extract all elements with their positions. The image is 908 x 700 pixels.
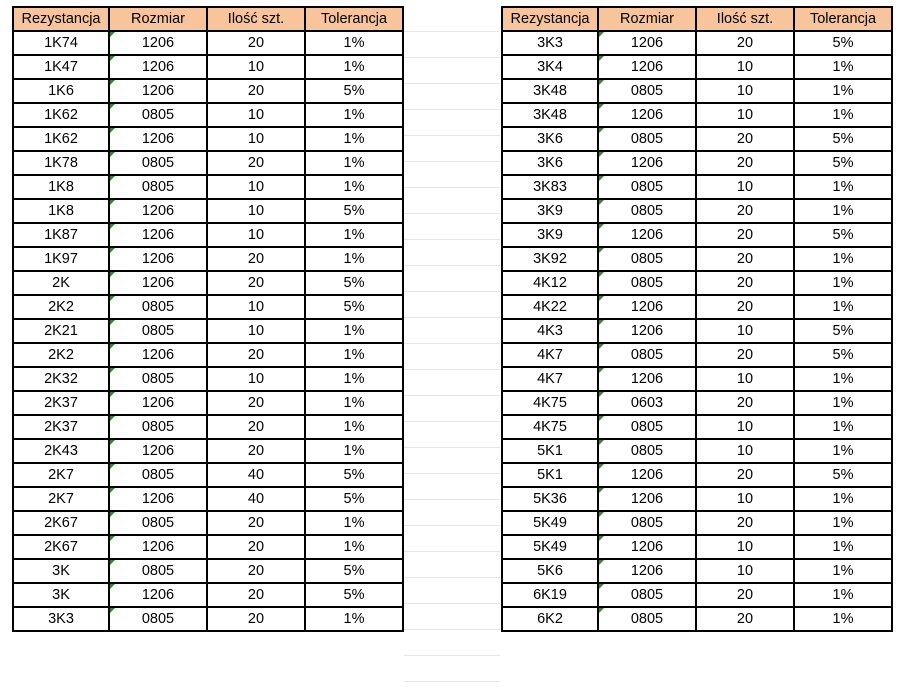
cell-resistance[interactable]: 1K97 — [13, 247, 109, 271]
header-tolerance[interactable]: Tolerancja — [305, 7, 403, 31]
cell-resistance[interactable]: 3K3 — [502, 31, 598, 55]
cell-quantity[interactable]: 20 — [696, 247, 794, 271]
table-row — [502, 535, 892, 559]
cell-tolerance[interactable]: 5% — [794, 223, 892, 247]
cell-size[interactable]: 1206 — [598, 463, 696, 487]
cell-quantity[interactable]: 40 — [207, 487, 305, 511]
cell-quantity[interactable]: 20 — [207, 151, 305, 175]
cell-resistance[interactable]: 3K9 — [502, 223, 598, 247]
cell-resistance[interactable]: 1K78 — [13, 151, 109, 175]
table-row — [13, 583, 403, 607]
cell-tolerance[interactable]: 1% — [305, 31, 403, 55]
cell-resistance[interactable]: 1K62 — [13, 103, 109, 127]
cell-resistance[interactable]: 1K8 — [13, 199, 109, 223]
table-body — [13, 31, 403, 631]
cell-resistance[interactable]: 6K19 — [502, 583, 598, 607]
cell-tolerance[interactable]: 1% — [794, 511, 892, 535]
cell-quantity[interactable]: 10 — [696, 535, 794, 559]
cell-quantity[interactable]: 20 — [696, 463, 794, 487]
cell-tolerance[interactable]: 1% — [305, 319, 403, 343]
cell-quantity[interactable]: 10 — [696, 55, 794, 79]
cell-size[interactable]: 1206 — [598, 31, 696, 55]
cell-size[interactable]: 0805 — [598, 247, 696, 271]
table-row — [13, 151, 403, 175]
cell-tolerance[interactable]: 1% — [305, 415, 403, 439]
cell-tolerance[interactable]: 5% — [794, 151, 892, 175]
table-row — [13, 295, 403, 319]
cell-tolerance[interactable]: 1% — [305, 103, 403, 127]
table-row — [502, 103, 892, 127]
cell-quantity[interactable]: 20 — [696, 583, 794, 607]
cell-size[interactable]: 1206 — [109, 271, 207, 295]
cell-resistance[interactable]: 6K2 — [502, 607, 598, 631]
cell-tolerance[interactable]: 1% — [794, 367, 892, 391]
cell-tolerance[interactable]: 1% — [305, 151, 403, 175]
cell-quantity[interactable]: 20 — [696, 223, 794, 247]
table-row — [502, 295, 892, 319]
cell-resistance[interactable]: 1K62 — [13, 127, 109, 151]
cell-resistance[interactable]: 2K67 — [13, 511, 109, 535]
cell-quantity[interactable]: 10 — [207, 199, 305, 223]
cell-resistance[interactable]: 2K37 — [13, 415, 109, 439]
cell-tolerance[interactable]: 1% — [794, 271, 892, 295]
cell-resistance[interactable]: 4K7 — [502, 367, 598, 391]
cell-resistance[interactable]: 5K49 — [502, 535, 598, 559]
cell-quantity[interactable]: 20 — [696, 391, 794, 415]
cell-size[interactable]: 1206 — [109, 439, 207, 463]
header-row — [13, 7, 403, 31]
cell-quantity[interactable]: 20 — [696, 343, 794, 367]
cell-quantity[interactable]: 20 — [207, 247, 305, 271]
cell-quantity[interactable]: 20 — [207, 79, 305, 103]
cell-size[interactable]: 0805 — [109, 103, 207, 127]
cell-size[interactable]: 1206 — [598, 223, 696, 247]
cell-quantity[interactable]: 20 — [207, 415, 305, 439]
table-row — [13, 535, 403, 559]
cell-size[interactable]: 1206 — [598, 295, 696, 319]
cell-resistance[interactable]: 5K1 — [502, 439, 598, 463]
cell-quantity[interactable]: 20 — [696, 271, 794, 295]
table-body — [502, 31, 892, 631]
cell-quantity[interactable]: 20 — [696, 31, 794, 55]
cell-tolerance[interactable]: 1% — [794, 487, 892, 511]
cell-tolerance[interactable]: 1% — [305, 343, 403, 367]
cell-size[interactable]: 1206 — [598, 367, 696, 391]
header-quantity[interactable]: Ilość szt. — [207, 7, 305, 31]
header-resistance[interactable]: Rezystancja — [502, 7, 598, 31]
cell-quantity[interactable]: 20 — [207, 535, 305, 559]
cell-size[interactable]: 0805 — [598, 343, 696, 367]
cell-size[interactable]: 1206 — [109, 343, 207, 367]
table-row — [502, 79, 892, 103]
cell-tolerance[interactable]: 1% — [794, 439, 892, 463]
cell-resistance[interactable]: 3K48 — [502, 79, 598, 103]
cell-quantity[interactable]: 10 — [696, 415, 794, 439]
cell-size[interactable]: 0805 — [598, 79, 696, 103]
cell-tolerance[interactable]: 5% — [794, 319, 892, 343]
cell-size[interactable]: 0805 — [109, 319, 207, 343]
cell-size[interactable]: 1206 — [109, 127, 207, 151]
header-size[interactable]: Rozmiar — [109, 7, 207, 31]
table-row — [13, 559, 403, 583]
cell-size[interactable]: 1206 — [109, 199, 207, 223]
cell-tolerance[interactable]: 1% — [794, 535, 892, 559]
cell-resistance[interactable]: 4K75 — [502, 391, 598, 415]
cell-size[interactable]: 0805 — [598, 439, 696, 463]
cell-resistance[interactable]: 3K6 — [502, 127, 598, 151]
empty-gridlines — [404, 6, 500, 686]
cell-tolerance[interactable]: 5% — [305, 199, 403, 223]
cell-quantity[interactable]: 10 — [696, 487, 794, 511]
table-row — [13, 223, 403, 247]
cell-tolerance[interactable]: 1% — [305, 367, 403, 391]
resistor-table-left — [12, 6, 404, 632]
cell-resistance[interactable]: 2K21 — [13, 319, 109, 343]
table-row — [13, 367, 403, 391]
cell-size[interactable]: 0805 — [598, 175, 696, 199]
cell-size[interactable]: 1206 — [109, 487, 207, 511]
cell-tolerance[interactable]: 1% — [794, 295, 892, 319]
table-row — [502, 463, 892, 487]
cell-tolerance[interactable]: 1% — [305, 439, 403, 463]
cell-tolerance[interactable]: 1% — [794, 583, 892, 607]
cell-size[interactable]: 0805 — [109, 511, 207, 535]
cell-size[interactable]: 0805 — [598, 127, 696, 151]
cell-quantity[interactable]: 10 — [696, 559, 794, 583]
cell-quantity[interactable]: 10 — [696, 175, 794, 199]
table-row — [13, 607, 403, 631]
cell-size[interactable]: 0805 — [598, 607, 696, 631]
cell-tolerance[interactable]: 1% — [794, 79, 892, 103]
cell-tolerance[interactable]: 5% — [305, 79, 403, 103]
cell-resistance[interactable]: 2K2 — [13, 343, 109, 367]
cell-size[interactable]: 0805 — [109, 463, 207, 487]
cell-quantity[interactable]: 10 — [207, 127, 305, 151]
cell-resistance[interactable]: 1K8 — [13, 175, 109, 199]
cell-tolerance[interactable]: 1% — [305, 55, 403, 79]
cell-resistance[interactable]: 4K3 — [502, 319, 598, 343]
cell-quantity[interactable]: 20 — [207, 607, 305, 631]
cell-resistance[interactable]: 2K — [13, 271, 109, 295]
cell-resistance[interactable]: 2K37 — [13, 391, 109, 415]
cell-size[interactable]: 1206 — [109, 535, 207, 559]
cell-resistance[interactable]: 2K7 — [13, 487, 109, 511]
cell-tolerance[interactable]: 1% — [305, 607, 403, 631]
cell-size[interactable]: 0805 — [109, 415, 207, 439]
cell-size[interactable]: 0805 — [598, 511, 696, 535]
cell-resistance[interactable]: 3K92 — [502, 247, 598, 271]
cell-quantity[interactable]: 20 — [207, 31, 305, 55]
cell-tolerance[interactable]: 1% — [794, 103, 892, 127]
cell-tolerance[interactable]: 1% — [794, 415, 892, 439]
cell-tolerance[interactable]: 1% — [305, 391, 403, 415]
cell-tolerance[interactable]: 5% — [305, 271, 403, 295]
table-row — [502, 175, 892, 199]
cell-quantity[interactable]: 20 — [696, 511, 794, 535]
cell-quantity[interactable]: 10 — [207, 175, 305, 199]
cell-resistance[interactable]: 5K6 — [502, 559, 598, 583]
cell-resistance[interactable]: 3K — [13, 559, 109, 583]
cell-resistance[interactable]: 4K7 — [502, 343, 598, 367]
cell-resistance[interactable]: 2K67 — [13, 535, 109, 559]
cell-quantity[interactable]: 20 — [696, 295, 794, 319]
header-size[interactable]: Rozmiar — [598, 7, 696, 31]
cell-resistance[interactable]: 3K9 — [502, 199, 598, 223]
cell-tolerance[interactable]: 5% — [305, 463, 403, 487]
table-row — [502, 607, 892, 631]
cell-size[interactable]: 1206 — [109, 223, 207, 247]
table-row — [13, 175, 403, 199]
cell-size[interactable]: 0805 — [109, 367, 207, 391]
cell-tolerance[interactable]: 1% — [305, 247, 403, 271]
table-row — [502, 319, 892, 343]
cell-resistance[interactable]: 3K — [13, 583, 109, 607]
cell-resistance[interactable]: 4K75 — [502, 415, 598, 439]
table-row — [13, 415, 403, 439]
cell-quantity[interactable]: 20 — [207, 511, 305, 535]
cell-size[interactable]: 1206 — [109, 55, 207, 79]
cell-quantity[interactable]: 20 — [207, 439, 305, 463]
cell-quantity[interactable]: 10 — [207, 55, 305, 79]
cell-resistance[interactable]: 2K32 — [13, 367, 109, 391]
cell-resistance[interactable]: 1K47 — [13, 55, 109, 79]
cell-size[interactable]: 1206 — [598, 535, 696, 559]
cell-tolerance[interactable]: 5% — [305, 559, 403, 583]
table-row — [502, 487, 892, 511]
cell-tolerance[interactable]: 1% — [794, 391, 892, 415]
table-row — [13, 271, 403, 295]
cell-resistance[interactable]: 5K1 — [502, 463, 598, 487]
cell-tolerance[interactable]: 5% — [794, 127, 892, 151]
cell-tolerance[interactable]: 1% — [794, 559, 892, 583]
cell-resistance[interactable]: 5K49 — [502, 511, 598, 535]
cell-size[interactable]: 0805 — [598, 271, 696, 295]
table-row — [13, 79, 403, 103]
cell-size[interactable]: 1206 — [598, 559, 696, 583]
cell-resistance[interactable]: 3K48 — [502, 103, 598, 127]
table-row — [13, 343, 403, 367]
cell-quantity[interactable]: 40 — [207, 463, 305, 487]
table-row — [502, 439, 892, 463]
cell-tolerance[interactable]: 1% — [305, 223, 403, 247]
header-quantity[interactable]: Ilość szt. — [696, 7, 794, 31]
cell-quantity[interactable]: 20 — [207, 583, 305, 607]
table-row — [13, 31, 403, 55]
table-row — [502, 583, 892, 607]
cell-resistance[interactable]: 5K36 — [502, 487, 598, 511]
cell-tolerance[interactable]: 1% — [794, 175, 892, 199]
header-resistance[interactable]: Rezystancja — [13, 7, 109, 31]
table-row — [502, 199, 892, 223]
cell-tolerance[interactable]: 1% — [305, 127, 403, 151]
cell-tolerance[interactable]: 5% — [305, 583, 403, 607]
cell-size[interactable]: 0805 — [109, 151, 207, 175]
cell-quantity[interactable]: 10 — [207, 103, 305, 127]
resistor-table-right — [501, 6, 893, 632]
table-row — [13, 439, 403, 463]
cell-size[interactable]: 0805 — [109, 295, 207, 319]
cell-resistance[interactable]: 4K12 — [502, 271, 598, 295]
table-row — [502, 415, 892, 439]
cell-size[interactable]: 1206 — [109, 247, 207, 271]
table-row — [13, 103, 403, 127]
cell-resistance[interactable]: 2K7 — [13, 463, 109, 487]
cell-size[interactable]: 1206 — [598, 103, 696, 127]
cell-size[interactable]: 0805 — [598, 415, 696, 439]
table-row — [13, 511, 403, 535]
cell-quantity[interactable]: 10 — [207, 319, 305, 343]
cell-tolerance[interactable]: 1% — [794, 247, 892, 271]
cell-tolerance[interactable]: 5% — [305, 487, 403, 511]
cell-quantity[interactable]: 20 — [207, 271, 305, 295]
cell-size[interactable]: 0805 — [109, 175, 207, 199]
cell-resistance[interactable]: 1K74 — [13, 31, 109, 55]
cell-tolerance[interactable]: 5% — [794, 31, 892, 55]
cell-size[interactable]: 1206 — [109, 79, 207, 103]
cell-size[interactable]: 1206 — [109, 31, 207, 55]
cell-tolerance[interactable]: 5% — [794, 343, 892, 367]
table-row — [502, 151, 892, 175]
table-row — [13, 487, 403, 511]
table-row — [13, 391, 403, 415]
cell-size[interactable]: 1206 — [598, 319, 696, 343]
cell-quantity[interactable]: 10 — [696, 79, 794, 103]
header-tolerance[interactable]: Tolerancja — [794, 7, 892, 31]
cell-quantity[interactable]: 20 — [207, 391, 305, 415]
cell-size[interactable]: 0805 — [109, 607, 207, 631]
cell-quantity[interactable]: 10 — [696, 367, 794, 391]
cell-tolerance[interactable]: 1% — [305, 511, 403, 535]
table-row — [502, 55, 892, 79]
table-row — [502, 127, 892, 151]
table-row — [502, 223, 892, 247]
cell-tolerance[interactable]: 5% — [305, 295, 403, 319]
cell-size[interactable]: 0805 — [598, 583, 696, 607]
cell-resistance[interactable]: 3K3 — [13, 607, 109, 631]
cell-tolerance[interactable]: 1% — [305, 175, 403, 199]
cell-size[interactable]: 0603 — [598, 391, 696, 415]
cell-quantity[interactable]: 10 — [207, 295, 305, 319]
cell-resistance[interactable]: 3K6 — [502, 151, 598, 175]
cell-quantity[interactable]: 10 — [696, 103, 794, 127]
table-row — [13, 247, 403, 271]
table-row — [502, 247, 892, 271]
cell-resistance[interactable]: 2K43 — [13, 439, 109, 463]
cell-quantity[interactable]: 10 — [207, 367, 305, 391]
cell-resistance[interactable]: 4K22 — [502, 295, 598, 319]
cell-size[interactable]: 1206 — [598, 151, 696, 175]
table-row — [13, 127, 403, 151]
cell-size[interactable]: 1206 — [598, 55, 696, 79]
cell-quantity[interactable]: 20 — [207, 343, 305, 367]
cell-resistance[interactable]: 3K4 — [502, 55, 598, 79]
cell-quantity[interactable]: 20 — [696, 127, 794, 151]
table-row — [502, 367, 892, 391]
table-row — [13, 199, 403, 223]
cell-size[interactable]: 0805 — [109, 559, 207, 583]
cell-size[interactable]: 1206 — [109, 391, 207, 415]
cell-quantity[interactable]: 10 — [207, 223, 305, 247]
table-row — [502, 511, 892, 535]
cell-tolerance[interactable]: 1% — [794, 199, 892, 223]
cell-size[interactable]: 0805 — [598, 199, 696, 223]
table-row — [502, 271, 892, 295]
table-row — [502, 559, 892, 583]
cell-quantity[interactable]: 10 — [696, 439, 794, 463]
cell-quantity[interactable]: 10 — [696, 319, 794, 343]
cell-resistance[interactable]: 1K87 — [13, 223, 109, 247]
cell-resistance[interactable]: 2K2 — [13, 295, 109, 319]
table-row — [502, 343, 892, 367]
table-row — [13, 55, 403, 79]
cell-size[interactable]: 1206 — [109, 583, 207, 607]
cell-quantity[interactable]: 20 — [696, 607, 794, 631]
header-row — [502, 7, 892, 31]
cell-quantity[interactable]: 20 — [696, 151, 794, 175]
table-row — [13, 319, 403, 343]
cell-tolerance[interactable]: 1% — [794, 607, 892, 631]
cell-resistance[interactable]: 1K6 — [13, 79, 109, 103]
cell-tolerance[interactable]: 1% — [794, 55, 892, 79]
cell-size[interactable]: 1206 — [598, 487, 696, 511]
table-row — [502, 391, 892, 415]
cell-quantity[interactable]: 20 — [207, 559, 305, 583]
cell-resistance[interactable]: 3K83 — [502, 175, 598, 199]
table-row — [502, 31, 892, 55]
cell-tolerance[interactable]: 5% — [794, 463, 892, 487]
table-row — [13, 463, 403, 487]
cell-quantity[interactable]: 20 — [696, 199, 794, 223]
cell-tolerance[interactable]: 1% — [305, 535, 403, 559]
